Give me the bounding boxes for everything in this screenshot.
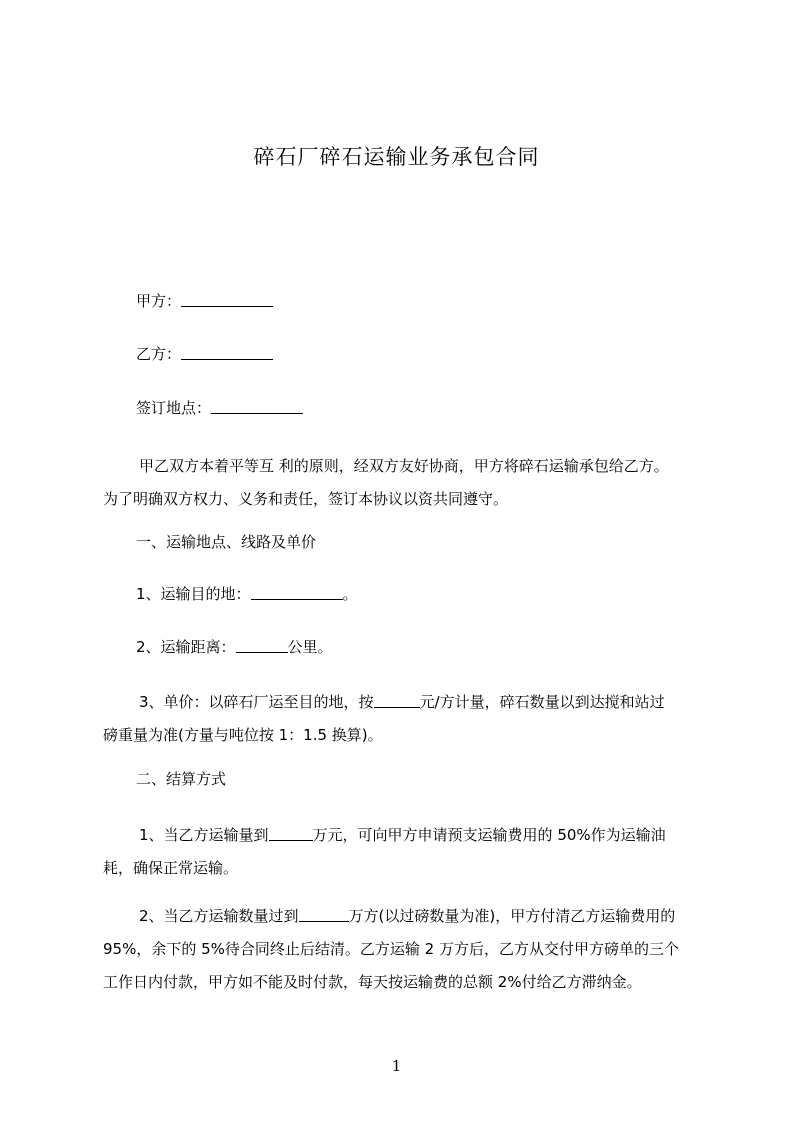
s2-item2-paragraph: [103, 900, 703, 999]
intro-paragraph: [103, 450, 703, 516]
s2-item1-line-2: 耗，确保正常运输。: [103, 859, 239, 877]
volume-blank[interactable]: [299, 905, 349, 922]
sign-place-blank[interactable]: [211, 397, 303, 414]
s2-item1-paragraph: [103, 819, 703, 885]
party-b-label: 乙方：: [136, 345, 182, 363]
s2-item1-suffix: 万元，可向甲方申请预支运输费用的 50%作为运输油: [312, 826, 666, 844]
s2-item2-line-2: 95%，余下的 5%待合同终止后结清。乙方运输 2 万方后，乙方从交付甲方磅单的三个: [103, 940, 679, 958]
sign-place-line: [136, 396, 303, 420]
advance-amount-blank[interactable]: [269, 824, 313, 841]
item3-line-2: 磅重量为准(方量与吨位按 1：1.5 换算)。: [103, 726, 383, 744]
party-b-line: [136, 342, 273, 366]
item1-suffix: 。: [342, 585, 358, 603]
intro-line-2: 为了明确双方权力、义务和责任，签订本协议以资共同遵守。: [103, 490, 509, 508]
distance-blank[interactable]: [236, 636, 288, 653]
item3-paragraph: [103, 686, 703, 752]
item2-label: 2、运输距离：: [136, 638, 236, 656]
s2-item2-prefix: 2、当乙方运输数量过到: [139, 907, 299, 925]
item3-line-1: [103, 686, 703, 719]
item2-suffix: 公里。: [287, 638, 333, 656]
item1-label: 1、运输目的地：: [136, 585, 251, 603]
unit-price-blank[interactable]: [374, 691, 420, 708]
party-b-blank[interactable]: [181, 343, 273, 360]
s2-item2-line-3: 工作日内付款，甲方如不能及时付款，每天按运输费的总额 2%付给乙方滞纳金。: [103, 973, 642, 991]
section2-heading: 二、结算方式: [136, 770, 227, 788]
party-a-blank[interactable]: [181, 290, 273, 307]
s2-item1-line-1: [103, 819, 703, 852]
s2-item2-suffix: 万方(以过磅数量为准)，甲方付清乙方运输费用的: [348, 907, 676, 925]
s2-item1-prefix: 1、当乙方运输量到: [139, 826, 269, 844]
intro-line-1: 甲乙双方本着平等互 利的原则，经双方友好协商，甲方将碎石运输承包给乙方。: [139, 457, 669, 475]
sign-place-label: 签订地点：: [136, 399, 212, 417]
party-a-line: [136, 289, 273, 313]
item3-suffix: 元/方计量，碎石数量以到达搅和站过: [419, 693, 665, 711]
item3-prefix: 3、单价：以碎石厂运至目的地，按: [139, 693, 374, 711]
page-number: 1: [391, 1057, 402, 1075]
party-a-label: 甲方：: [136, 292, 182, 310]
section1-heading: 一、运输地点、线路及单价: [136, 533, 317, 551]
destination-blank[interactable]: [251, 583, 343, 600]
item1-line: [136, 582, 358, 606]
s2-item2-line-1: [103, 900, 703, 933]
item2-line: [136, 635, 333, 659]
page-title: 碎石厂碎石运输业务承包合同: [253, 145, 540, 169]
